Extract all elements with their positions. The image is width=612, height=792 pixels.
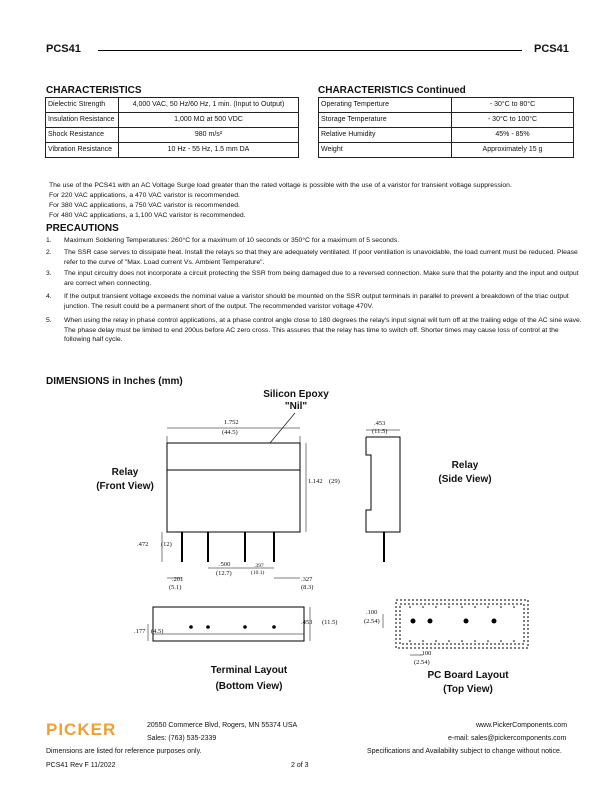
varistor-note-220: For 220 VAC applications, a 470 VAC varistor is recommended. (49, 192, 240, 199)
list-item-text: When using the relay in phase control applications, at a phase control angle close to 180 degrees the relay's input signal will turn off at the trailing edge of the AC sine wave. The phase delay must be limited to end 200us before AC zero cross. This assures that the relay has time to switch off. Shorter times may cause loss of control at the following half cycle. (64, 317, 582, 343)
terminal-layout-caption: (Bottom View) (215, 681, 283, 692)
dimensions-title: DIMENSIONS in Inches (mm) (46, 376, 183, 387)
dim-grid2-mm: (2.54) (414, 659, 430, 666)
dim-pin-length-in: .472 (137, 541, 149, 548)
pcb-hole (411, 619, 416, 624)
table-cell: Shock Resistance (46, 128, 119, 143)
list-item-number: 4. (46, 293, 52, 300)
table-cell: Dielectric Strength (46, 98, 119, 113)
table-cell: Operating Temperture (319, 98, 452, 113)
table-cell: Weight (319, 143, 452, 158)
table-cell: 4,000 VAC, 50 Hz/60 Hz, 1 min. (Input to Output) (119, 98, 299, 113)
front-view-caption: (Front View) (96, 481, 154, 492)
front-view-label: Relay (111, 467, 139, 478)
footer-disclaimer-right: Specifications and Availability subject to change without notice. (367, 748, 562, 755)
pcb-hole (492, 619, 497, 624)
dim-row-in: .177 (134, 628, 146, 635)
varistor-note-intro: The use of the PCS41 with an AC Voltage Surge load greater than the rated voltage is possible with the use of a varistor for transient voltage suppression. (49, 182, 512, 189)
dim-left-mm: (5.1) (169, 584, 182, 591)
header-title-left: PCS41 (46, 43, 81, 55)
table-cell: 1,000 MΩ at 500 VDC (119, 113, 299, 128)
relay-front-body (167, 443, 300, 532)
footer-disclaimer-left: Dimensions are listed for reference purposes only. (46, 748, 202, 755)
table-cell: Insulation Resistance (46, 113, 119, 128)
pcb-grid (189, 606, 515, 642)
epoxy-label: Silicon Epoxy (263, 389, 329, 400)
dim-right-in: .327 (301, 576, 313, 583)
pcb-layout-caption: (Top View) (443, 684, 493, 695)
table-cell: Storage Temperature (319, 113, 452, 128)
list-item-number: 3. (46, 270, 52, 277)
pcb-hole (428, 619, 433, 624)
characteristics-continued-title: CHARACTERISTICS Continued (318, 85, 466, 96)
footer-email[interactable]: e-mail: sales@pickercomponents.com (448, 735, 567, 742)
table-cell: 980 m/s² (119, 128, 299, 143)
epoxy-label-nil: "Nil" (284, 401, 308, 412)
list-item-text: The SSR case serves to dissipate heat. Install the relays so that they are adequately ventilated. If poor ventilation is unavoidable, the load current must be reduced. Please refer to the curve of "Max. Load current Vs. Ambient Temperature". (64, 249, 578, 266)
dim-grid-in: .100 (366, 609, 378, 616)
terminal-pin (206, 625, 210, 629)
pcb-layout-label: PC Board Layout (427, 670, 509, 681)
footer-sales-phone: Sales: (763) 535-2339 (147, 735, 217, 742)
list-item-text: If the output transient voltage exceeds the nominal value a varistor should be mounted on the SSR output terminals in parallel to prevent a breakdown of the triac output junction. The result could be a permanent short of the output. The recommended varistor voltage 470V. (64, 293, 569, 310)
epoxy-layer (167, 443, 300, 470)
header-title-right: PCS41 (534, 43, 569, 55)
pcb-hole (464, 619, 469, 624)
terminal-pin (189, 625, 193, 629)
dim-right-mm: (8.3) (301, 584, 314, 591)
footer-doc-rev: PCS41 Rev F 11/2022 (46, 762, 116, 769)
table-cell: Relative Humidity (319, 128, 452, 143)
list-item-number: 1. (46, 237, 52, 244)
table-cell: 10 Hz - 55 Hz, 1.5 mm DA (119, 143, 299, 158)
list-item-text: Maximum Soldering Temperatures: 260°C for a maximum of 10 seconds or 350°C for a maximum of 5 seconds. (64, 237, 400, 244)
table-cell: - 30°C to 100°C (452, 113, 574, 128)
dim-grid2-in: .100 (420, 650, 432, 657)
side-view-label: Relay (451, 460, 479, 471)
footer-page-number: 2 of 3 (291, 762, 309, 769)
varistor-note-480: For 480 VAC applications, a 1,100 VAC varistor is recommended. (49, 212, 246, 219)
dim-depth-in: .453 (374, 420, 386, 427)
dim-height-in: 1.142 (308, 478, 323, 485)
side-view-caption: (Side View) (438, 474, 492, 485)
dim-row-mm: (4.5) (151, 628, 164, 635)
picker-logo: PICKER (46, 720, 117, 739)
relay-side-body (366, 437, 400, 532)
dim-grid-mm: (2.54) (364, 618, 380, 625)
table-cell: - 30°C to 80°C (452, 98, 574, 113)
precautions-title: PRECAUTIONS (46, 223, 119, 234)
terminal-layout-label: Terminal Layout (210, 665, 288, 676)
dim-pitch2-mm: (10.1) (251, 570, 265, 576)
characteristics-title: CHARACTERISTICS (46, 85, 142, 96)
table-cell: Vibration Resistance (46, 143, 119, 158)
dim-pitch2-in: .397 (254, 563, 264, 569)
dim-bottom-depth-in: .453 (301, 619, 313, 626)
list-item-number: 2. (46, 249, 52, 256)
dim-height-mm: (29) (329, 478, 340, 485)
dim-width-in: 1.752 (224, 419, 239, 426)
dim-left-in: .201 (172, 576, 184, 583)
terminal-pin (243, 625, 247, 629)
dim-pitch-mm: (12.7) (216, 570, 232, 577)
dim-pitch-in: .500 (219, 561, 231, 568)
list-item-text: The input circuitry does not incorporate a circuit protecting the SSR from being damaged due to a reversed connection. Make sure that the polarity and the input and output are correct when connecting. (64, 270, 579, 287)
footer-website[interactable]: www.PickerComponents.com (476, 722, 568, 729)
table-cell: Approximately 15 g (452, 143, 574, 158)
dim-width-mm: (44.5) (222, 429, 238, 436)
list-item-number: 5. (46, 317, 52, 324)
footer-address: 20550 Commerce Blvd, Rogers, MN 55374 USA (147, 722, 298, 729)
terminal-pin (272, 625, 276, 629)
varistor-note-380: For 380 VAC applications, a 750 VAC varistor is recommended. (49, 202, 240, 209)
dim-bottom-depth-mm: (11.5) (322, 619, 338, 626)
dim-depth-mm: (11.5) (372, 428, 388, 435)
table-cell: 45% - 85% (452, 128, 574, 143)
terminal-layout-body (153, 607, 304, 641)
dim-pin-length-mm: (12) (161, 541, 172, 548)
